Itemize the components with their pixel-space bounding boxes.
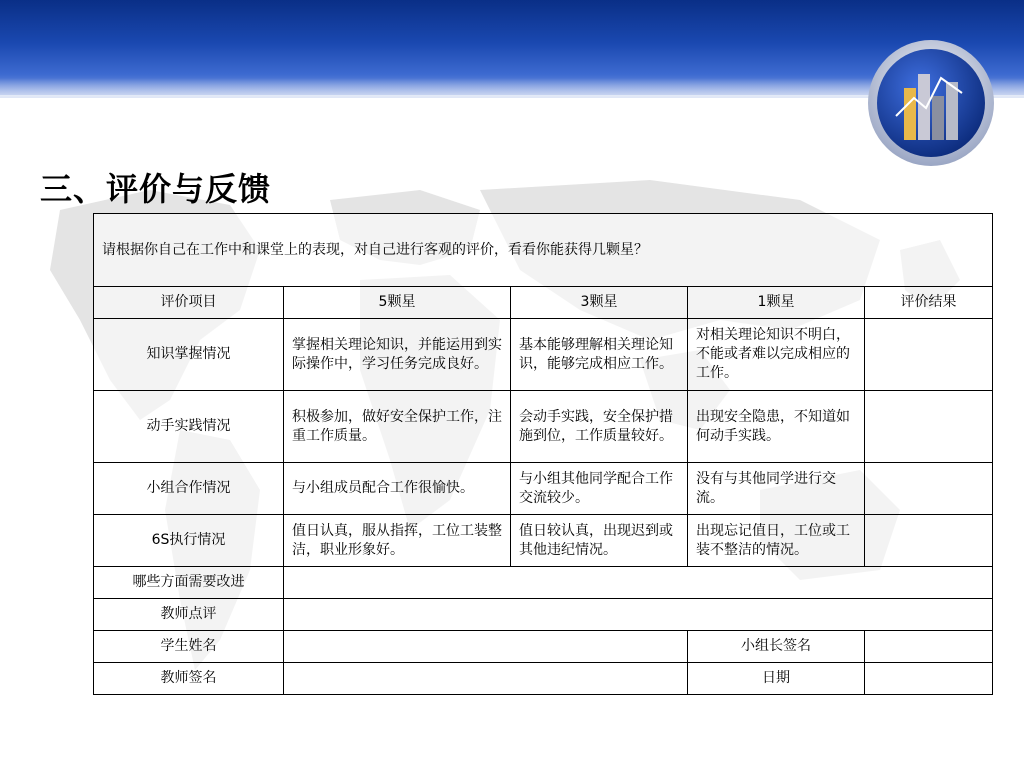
row-five-stars: 与小组成员配合工作很愉快。 [284, 463, 511, 515]
row-item: 小组合作情况 [94, 463, 284, 515]
row-item: 6S执行情况 [94, 515, 284, 567]
teacher-comment-row [94, 599, 993, 631]
header-result: 评价结果 [865, 287, 993, 319]
table-row [94, 391, 993, 463]
header-one-star: 1颗星 [688, 287, 865, 319]
row-five-stars: 掌握相关理论知识，并能运用到实际操作中，学习任务完成良好。 [284, 319, 511, 391]
improve-input-cell[interactable] [284, 567, 993, 599]
evaluation-table [93, 213, 993, 695]
table-row [94, 463, 993, 515]
row-item: 动手实践情况 [94, 391, 284, 463]
teacher-sign-input-cell[interactable] [284, 663, 688, 695]
teacher-comment-input-cell[interactable] [284, 599, 993, 631]
header-item: 评价项目 [94, 287, 284, 319]
teacher-comment-label: 教师点评 [94, 599, 284, 631]
row-result-cell[interactable] [865, 319, 993, 391]
row-result-cell[interactable] [865, 515, 993, 567]
group-leader-sign-input-cell[interactable] [865, 631, 993, 663]
header-row [94, 287, 993, 319]
student-name-row [94, 631, 993, 663]
row-three-stars: 与小组其他同学配合工作交流较少。 [511, 463, 688, 515]
row-three-stars: 基本能够理解相关理论知识，能够完成相应工作。 [511, 319, 688, 391]
header-three-stars: 3颗星 [511, 287, 688, 319]
improve-label: 哪些方面需要改进 [94, 567, 284, 599]
table-row [94, 515, 993, 567]
improve-row [94, 567, 993, 599]
instruction-text: 请根据你自己在工作中和课堂上的表现，对自己进行客观的评价，看看你能获得几颗星？ [94, 214, 993, 287]
student-name-label: 学生姓名 [94, 631, 284, 663]
student-name-input-cell[interactable] [284, 631, 688, 663]
date-label: 日期 [688, 663, 865, 695]
row-one-star: 没有与其他同学进行交流。 [688, 463, 865, 515]
date-input-cell[interactable] [865, 663, 993, 695]
row-item: 知识掌握情况 [94, 319, 284, 391]
group-leader-sign-label: 小组长签名 [688, 631, 865, 663]
teacher-sign-label: 教师签名 [94, 663, 284, 695]
row-result-cell[interactable] [865, 463, 993, 515]
row-one-star: 出现忘记值日，工位或工装不整洁的情况。 [688, 515, 865, 567]
row-five-stars: 值日认真，服从指挥，工位工装整洁，职业形象好。 [284, 515, 511, 567]
slide-title: 三、评价与反馈 [40, 170, 272, 208]
row-five-stars: 积极参加，做好安全保护工作，注重工作质量。 [284, 391, 511, 463]
row-one-star: 出现安全隐患，不知道如何动手实践。 [688, 391, 865, 463]
header-five-stars: 5颗星 [284, 287, 511, 319]
teacher-sign-row [94, 663, 993, 695]
bar-chart-globe-icon [866, 38, 996, 168]
row-three-stars: 值日较认真，出现迟到或其他违纪情况。 [511, 515, 688, 567]
table-row [94, 319, 993, 391]
row-one-star: 对相关理论知识不明白，不能或者难以完成相应的工作。 [688, 319, 865, 391]
row-result-cell[interactable] [865, 391, 993, 463]
row-three-stars: 会动手实践，安全保护措施到位，工作质量较好。 [511, 391, 688, 463]
instruction-row [94, 214, 993, 287]
